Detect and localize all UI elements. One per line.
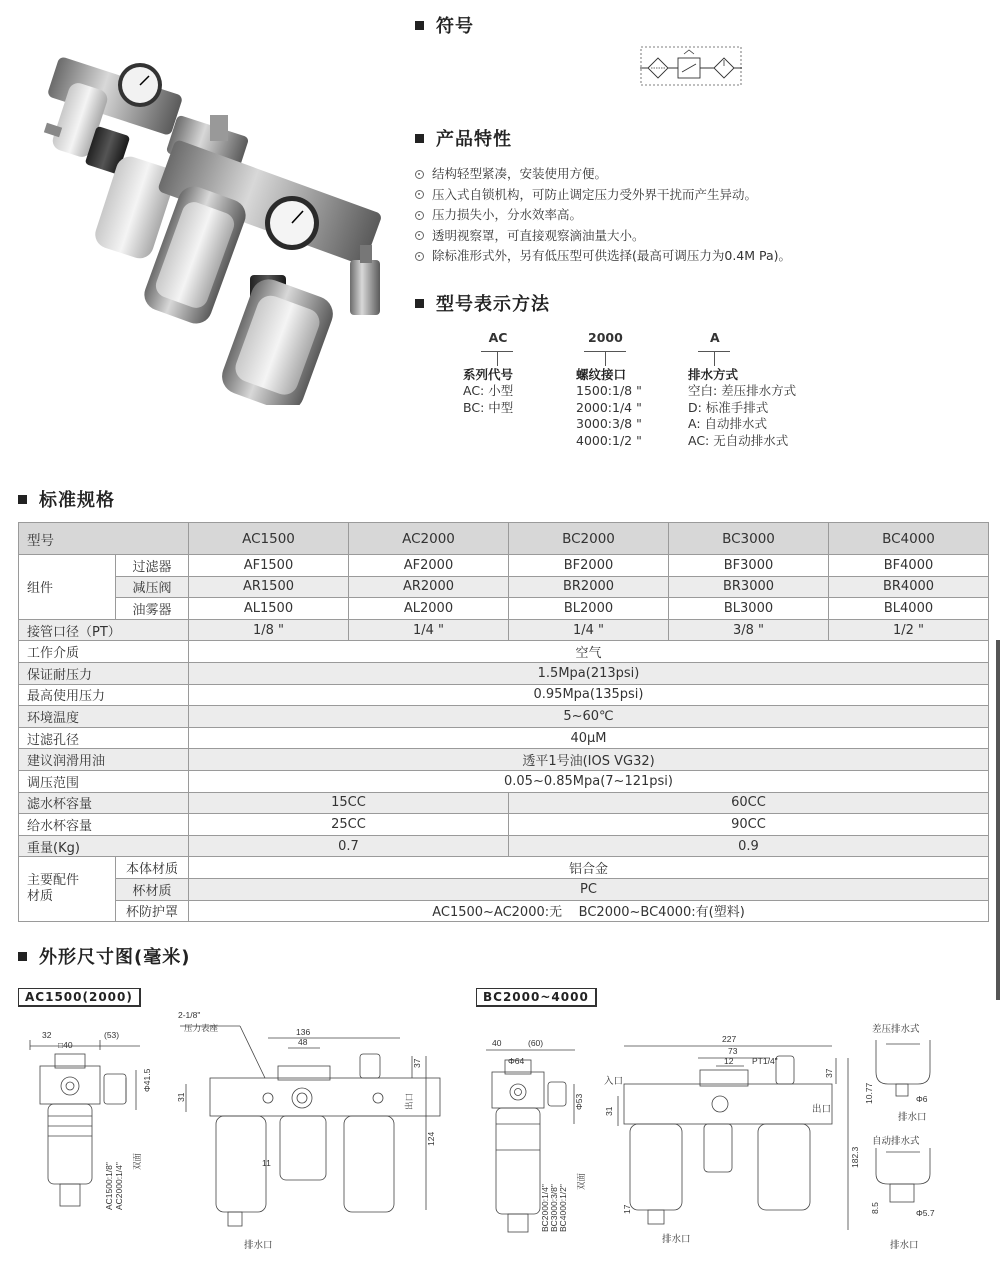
table-cell: 过滤器	[116, 555, 189, 577]
dimension-drawings	[0, 1000, 1000, 1265]
dim-label: (53)	[104, 1030, 120, 1040]
dim-label: 8.5	[870, 1202, 880, 1214]
table-cell: AF1500	[189, 555, 349, 577]
dim-label: 双面	[576, 1172, 586, 1190]
section-title-features	[415, 125, 512, 151]
model-code-drain	[688, 330, 828, 449]
table-cell: 3/8 "	[669, 619, 829, 641]
table-cell: 油雾器	[116, 598, 189, 620]
table-cell: 减压阀	[116, 576, 189, 598]
table-cell: 60CC	[509, 792, 989, 814]
dim-label: BC4000:1/2"	[558, 1184, 568, 1232]
dim-label: Φ53	[574, 1093, 584, 1110]
dim-label: (60)	[528, 1038, 544, 1048]
table-cell: 建议润滑用油	[19, 749, 189, 771]
dim-label: Φ64	[508, 1056, 525, 1066]
table-cell: 1.5Mpa(213psi)	[189, 662, 989, 684]
drain-option: AC: 无自动排水式	[688, 432, 789, 448]
dim-label: 10.77	[864, 1082, 874, 1104]
dim-label: 出口	[812, 1104, 832, 1115]
dim-label: 压力表座	[184, 1023, 219, 1033]
table-cell: 0.9	[509, 835, 989, 857]
table-cell: 15CC	[189, 792, 509, 814]
table-cell: PC	[189, 878, 989, 900]
port-option: 3000:3/8 "	[576, 416, 642, 431]
table-cell: BF3000	[669, 555, 829, 577]
table-cell: BR4000	[829, 576, 989, 598]
large-frl-unit	[140, 139, 383, 405]
table-cell: 工作介质	[19, 641, 189, 663]
table-cell: 25CC	[189, 814, 509, 836]
table-cell: 最高使用压力	[19, 684, 189, 706]
model-code-port	[576, 330, 656, 449]
dim-label: 31	[604, 1106, 614, 1116]
table-row	[19, 835, 989, 857]
frl-symbol-diagram	[640, 46, 742, 86]
list-item	[415, 226, 791, 247]
list-item	[415, 205, 791, 226]
dim-label: Φ6	[916, 1094, 928, 1104]
feature-text: 除标准形式外，另有低压型可供选择(最高可调压力为0.4M Pa)。	[432, 248, 792, 263]
table-cell: 1/4 "	[349, 619, 509, 641]
table-cell: AL2000	[349, 598, 509, 620]
section-title-dimensions	[18, 943, 190, 969]
table-cell: BF2000	[509, 555, 669, 577]
series-option: BC: 中型	[463, 399, 514, 415]
dim-label: 2-1/8"	[178, 1010, 201, 1020]
series-option: AC: 小型	[463, 383, 514, 398]
circle-bullet-icon	[415, 252, 424, 261]
table-row	[19, 523, 989, 555]
table-row	[19, 706, 989, 728]
drain-option: 空白: 差压排水方式	[688, 383, 797, 398]
table-row	[19, 598, 989, 620]
table-header-cell: BC2000	[509, 523, 669, 555]
table-cell: 1/4 "	[509, 619, 669, 641]
table-cell: AR1500	[189, 576, 349, 598]
port-label: 螺纹接口	[576, 366, 627, 382]
table-cell: 接管口径（PT）	[19, 619, 189, 641]
table-cell: 调压范围	[19, 770, 189, 792]
model-code-series	[463, 330, 533, 416]
list-item	[415, 164, 791, 185]
section-spec-label: 标准规格	[39, 490, 115, 511]
table-cell: 40μM	[189, 727, 989, 749]
dim-label: 124	[426, 1131, 436, 1146]
section-dimensions-label: 外形尺寸图(毫米)	[39, 947, 191, 968]
table-header-cell: 型号	[19, 523, 189, 555]
materials-label-line2: 材质	[27, 889, 54, 905]
table-cell: 过滤孔径	[19, 727, 189, 749]
table-cell: 空气	[189, 641, 989, 663]
feature-text: 压入式自锁机构，可防止调定压力受外界干扰而产生异动。	[432, 186, 758, 202]
dim-label: AC1500:1/8"	[104, 1162, 114, 1210]
dim-label: 12	[724, 1056, 734, 1066]
table-row	[19, 857, 989, 879]
table-cell: 组件	[19, 555, 116, 620]
feature-text: 结构轻型紧凑，安装使用方便。	[432, 166, 608, 181]
dim-label: 差压排水式	[872, 1024, 920, 1035]
table-cell: AR2000	[349, 576, 509, 598]
section-title-model-code	[415, 290, 550, 316]
table-row	[19, 770, 989, 792]
dim-label: 排水口	[890, 1240, 919, 1251]
spec-table	[18, 522, 989, 922]
dim-label: BC2000:1/4"	[540, 1184, 550, 1232]
circle-bullet-icon	[415, 170, 424, 179]
dim-label: PT1/4"	[752, 1056, 778, 1066]
table-cell: BF4000	[829, 555, 989, 577]
table-cell: BL4000	[829, 598, 989, 620]
table-cell: AF2000	[349, 555, 509, 577]
section-title-spec	[18, 486, 115, 512]
dim-label: □40	[58, 1040, 73, 1050]
drain-label: 排水方式	[688, 366, 739, 382]
table-row	[19, 792, 989, 814]
section-model-code-label: 型号表示方法	[436, 294, 550, 315]
dim-label: 31	[176, 1092, 186, 1102]
dim-label: AC2000:1/4"	[114, 1162, 124, 1210]
materials-label-line1: 主要配件	[27, 873, 80, 889]
table-cell: 90CC	[509, 814, 989, 836]
list-item	[415, 185, 791, 206]
series-label: 系列代号	[463, 366, 514, 382]
dim-label: Φ5.7	[916, 1208, 935, 1218]
section-features-label: 产品特性	[436, 129, 512, 150]
dimension-tag-large: BC2000~4000	[476, 988, 597, 1007]
dim-label: 32	[42, 1030, 52, 1040]
square-bullet-icon	[415, 134, 424, 143]
page-edge-strip	[996, 640, 1000, 1000]
table-cell: 透平1号油(IOS VG32)	[189, 749, 989, 771]
dim-label: 排水口	[244, 1240, 273, 1251]
table-header-cell: AC2000	[349, 523, 509, 555]
circle-bullet-icon	[415, 231, 424, 240]
dim-label: 排水口	[662, 1234, 691, 1245]
dim-label: 入口	[604, 1076, 624, 1087]
dim-label: 37	[412, 1058, 422, 1068]
square-bullet-icon	[18, 952, 27, 961]
table-cell: 保证耐压力	[19, 662, 189, 684]
table-row	[19, 684, 989, 706]
table-row	[19, 641, 989, 663]
dim-label: 136	[296, 1027, 311, 1037]
feature-text: 透明视察罩，可直接观察滴油量大小。	[432, 227, 645, 243]
circle-bullet-icon	[415, 190, 424, 199]
table-cell: AL1500	[189, 598, 349, 620]
table-header-cell: BC4000	[829, 523, 989, 555]
table-row	[19, 814, 989, 836]
dimension-tag-small: AC1500(2000)	[18, 988, 141, 1007]
square-bullet-icon	[18, 495, 27, 504]
table-row	[19, 576, 989, 598]
table-header-cell: BC3000	[669, 523, 829, 555]
table-cell: 环境温度	[19, 706, 189, 728]
table-cell: 滤水杯容量	[19, 792, 189, 814]
features-list	[415, 164, 791, 267]
circle-bullet-icon	[415, 211, 424, 220]
port-code: 2000	[588, 330, 623, 345]
table-cell: BR2000	[509, 576, 669, 598]
dim-label: BC3000:3/8"	[549, 1184, 559, 1232]
port-option: 4000:1/2 "	[576, 432, 642, 448]
drain-code: A	[710, 330, 720, 345]
table-row	[19, 727, 989, 749]
dim-label: 227	[722, 1034, 737, 1044]
table-row	[19, 619, 989, 641]
dim-label: 73	[728, 1046, 738, 1056]
dim-label: 排水口	[898, 1112, 927, 1123]
table-cell: 铝合金	[189, 857, 989, 879]
dim-label: 自动排水式	[872, 1136, 920, 1147]
table-row	[19, 662, 989, 684]
series-code: AC	[488, 330, 508, 345]
table-header-cell: AC1500	[189, 523, 349, 555]
table-cell: 1/2 "	[829, 619, 989, 641]
port-option: 1500:1/8 "	[576, 383, 642, 398]
section-title-symbol	[415, 12, 474, 38]
table-row	[19, 749, 989, 771]
table-cell: 0.7	[189, 835, 509, 857]
square-bullet-icon	[415, 21, 424, 30]
dim-label: 17	[622, 1204, 632, 1214]
table-row	[19, 900, 989, 922]
table-cell	[19, 857, 116, 922]
feature-text: 压力损失小，分水效率高。	[432, 207, 583, 222]
dim-label: 11	[262, 1158, 271, 1168]
dim-label: 40	[492, 1038, 502, 1048]
table-cell: BR3000	[669, 576, 829, 598]
dim-label: 出口	[404, 1092, 414, 1110]
dim-label: 37	[824, 1068, 834, 1078]
dim-label: 48	[298, 1037, 308, 1047]
table-cell: 杯材质	[116, 878, 189, 900]
table-cell: 杯防护罩	[116, 900, 189, 922]
table-cell: BL2000	[509, 598, 669, 620]
list-item	[415, 246, 791, 267]
table-cell: 重量(Kg)	[19, 835, 189, 857]
table-cell: 1/8 "	[189, 619, 349, 641]
table-cell: BL3000	[669, 598, 829, 620]
table-cell: 0.05~0.85Mpa(7~121psi)	[189, 770, 989, 792]
table-cell: 0.95Mpa(135psi)	[189, 684, 989, 706]
port-option: 2000:1/4 "	[576, 399, 642, 415]
table-cell: 给水杯容量	[19, 814, 189, 836]
product-photo	[20, 45, 400, 405]
dim-label: Φ41.5	[142, 1068, 152, 1092]
table-cell: AC1500~AC2000:无 BC2000~BC4000:有(塑料)	[189, 900, 989, 922]
table-cell: 5~60℃	[189, 706, 989, 728]
dim-label: 182.3	[850, 1146, 860, 1168]
table-cell: 本体材质	[116, 857, 189, 879]
drain-option: D: 标准手排式	[688, 399, 769, 415]
table-row	[19, 555, 989, 577]
dim-label: 双面	[132, 1152, 142, 1170]
drain-option: A: 自动排水式	[688, 416, 768, 431]
square-bullet-icon	[415, 299, 424, 308]
section-symbol-label: 符号	[436, 16, 474, 37]
table-row	[19, 878, 989, 900]
